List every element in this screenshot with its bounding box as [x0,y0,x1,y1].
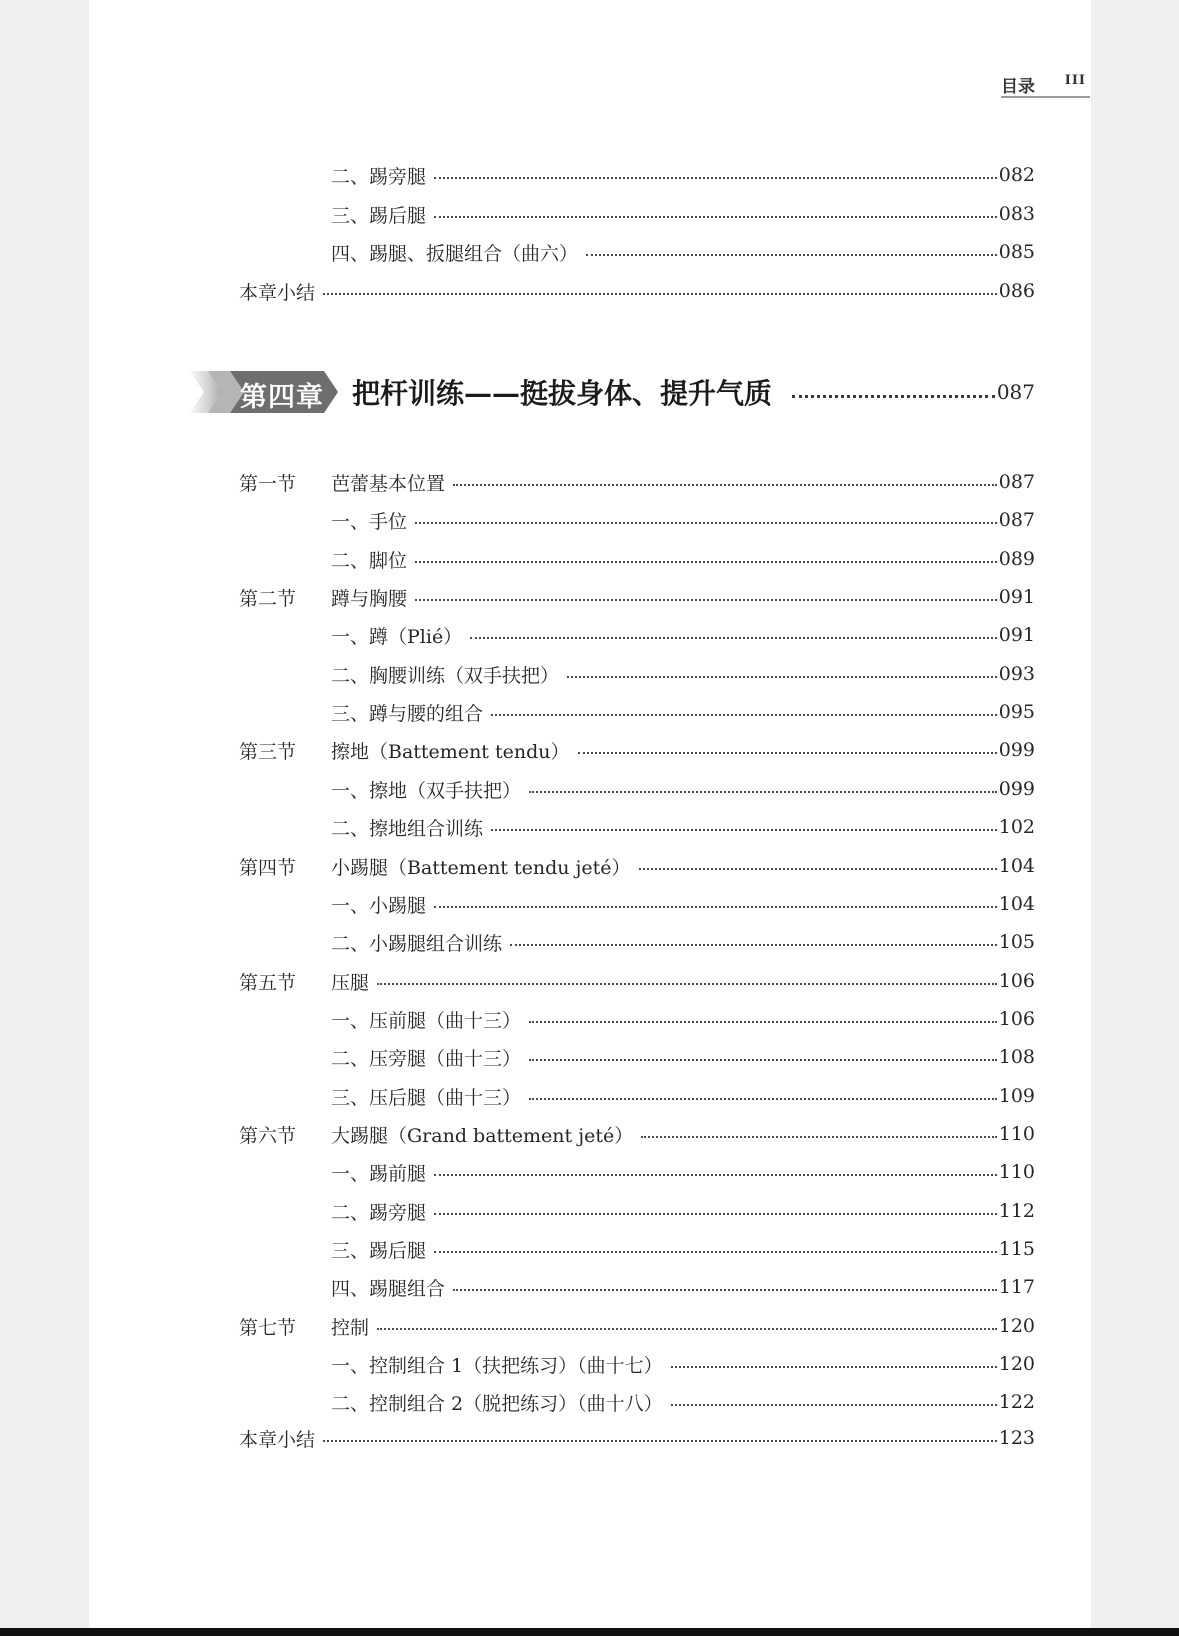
toc-entry-title: 擦地（Battement tendu） [331,740,570,763]
toc-entry-title: 芭蕾基本位置 [331,472,446,495]
toc-entry-page: 083 [998,203,1035,225]
toc-section[interactable] [239,735,1035,765]
toc-entry-page: 091 [998,624,1035,646]
toc-entry-title: 一、擦地（双手扶把） [331,779,522,802]
toc-entry-page: 099 [998,739,1035,761]
dot-leader [377,1328,997,1330]
toc-subentry[interactable] [331,697,1035,727]
toc-entry-page: 082 [998,164,1035,186]
toc-entry-page: 110 [998,1161,1035,1183]
toc-entry-title: 一、踢前腿 [331,1162,427,1185]
toc-subentry[interactable] [331,620,1035,650]
toc-entry-title: 本章小结 [239,281,316,304]
toc-entry-title: 二、压旁腿（曲十三） [331,1047,522,1070]
toc-entry-title: 小踢腿（Battement tendu jeté） [331,856,631,879]
dot-leader [415,522,997,524]
toc-subentry[interactable] [331,1196,1035,1226]
dot-leader [415,599,997,601]
toc-entry-title: 二、脚位 [331,549,408,572]
toc-entry-page: 087 [998,471,1035,493]
toc-entry-title: 控制 [331,1316,370,1339]
chapter-page: 087 [996,380,1035,404]
toc-section-number: 第六节 [239,1124,297,1147]
toc-entry-page: 110 [998,1123,1035,1145]
toc-subentry[interactable] [331,1349,1035,1379]
toc-entry[interactable] [331,237,1035,267]
dot-leader [491,714,997,716]
chapter-title: 把杆训练——挺拔身体、提升气质 [352,377,773,410]
toc-subentry[interactable] [331,812,1035,842]
chapter-heading[interactable] [190,371,1035,413]
toc-entry-title: 四、踢腿组合 [331,1277,446,1300]
toc-entry-page: 104 [998,893,1035,915]
toc-entry-page: 122 [998,1391,1035,1413]
toc-entry-title: 蹲与胸腰 [331,587,408,610]
toc-section[interactable] [239,1311,1035,1341]
dot-leader [434,177,997,179]
toc-entry-title: 压腿 [331,971,370,994]
toc-entry-page: 102 [998,816,1035,838]
toc-entry-page: 091 [998,586,1035,608]
dot-leader [671,1366,997,1368]
toc-entry-page: 089 [998,548,1035,570]
toc-entry-page: 108 [998,1046,1035,1068]
toc-subentry[interactable] [331,1004,1035,1034]
running-head [1001,72,1090,98]
dot-leader [323,1440,997,1442]
dot-leader [453,1289,997,1291]
dot-leader [323,293,997,295]
dot-leader [586,254,997,256]
toc-entry-page: 120 [998,1315,1035,1337]
bottom-bar [0,1628,1179,1636]
toc-entry-title: 二、踢旁腿 [331,1201,427,1224]
toc-subentry[interactable] [331,659,1035,689]
toc-subentry[interactable] [331,1234,1035,1264]
dot-leader [529,1059,997,1061]
toc-subentry[interactable] [331,1157,1035,1187]
toc-entry-chapter-summary[interactable] [239,276,1035,306]
dot-leader [434,216,997,218]
dot-leader [792,395,995,398]
toc-entry-title: 二、擦地组合训练 [331,817,484,840]
toc-section[interactable] [239,851,1035,881]
dot-leader [529,1098,997,1100]
toc-subentry[interactable] [331,1042,1035,1072]
dot-leader [529,1021,997,1023]
toc-entry-page: 106 [998,970,1035,992]
toc-entry[interactable] [331,160,1035,190]
toc-entry-title: 大踢腿（Grand battement jeté） [331,1124,634,1147]
toc-entry-page: 112 [998,1200,1035,1222]
chapter-badge [190,371,340,413]
toc-entry-page: 105 [998,931,1035,953]
toc-entry-title: 三、踢后腿 [331,1239,427,1262]
toc-entry-title: 一、压前腿（曲十三） [331,1009,522,1032]
dot-leader [415,561,997,563]
dot-leader [491,829,997,831]
dot-leader [578,752,997,754]
toc-entry-title: 二、小踢腿组合训练 [331,932,503,955]
toc-entry-title: 一、控制组合 1（扶把练习）（曲十七） [331,1354,663,1377]
toc-entry-title: 本章小结 [239,1428,316,1451]
toc-entry-title: 三、踢后腿 [331,204,427,227]
chapter-label: 第四章 [240,382,324,413]
dot-leader [567,676,997,678]
dot-leader [453,484,997,486]
toc-entry-title: 四、踢腿、扳腿组合（曲六） [331,242,579,265]
running-head-title: 目录 [1001,77,1035,97]
toc-subentry[interactable] [331,544,1035,574]
toc-entry-page: 117 [998,1276,1035,1298]
toc-entry[interactable] [331,199,1035,229]
toc-section-number: 第五节 [239,971,297,994]
toc-entry-title: 三、压后腿（曲十三） [331,1086,522,1109]
toc-subentry[interactable] [331,774,1035,804]
running-head-page-number: III [1064,73,1086,88]
dot-leader [434,1213,997,1215]
toc-subentry[interactable] [331,889,1035,919]
toc-entry-page: 106 [998,1008,1035,1030]
toc-entry-page: 086 [998,280,1035,302]
toc-subentry[interactable] [331,927,1035,957]
toc-section[interactable] [239,1119,1035,1149]
toc-entry-page: 104 [998,855,1035,877]
toc-entry-page: 087 [998,509,1035,531]
toc-entry-page: 115 [998,1238,1035,1260]
toc-section-number: 第三节 [239,740,297,763]
toc-entry-page: 099 [998,778,1035,800]
toc-section-number: 第二节 [239,587,297,610]
toc-entry-page: 095 [998,701,1035,723]
toc-section-number: 第一节 [239,472,297,495]
toc-entry-page: 085 [998,241,1035,263]
toc-entry-title: 三、蹲与腰的组合 [331,702,484,725]
toc-section-number: 第四节 [239,856,297,879]
toc-entry-title: 一、蹲（Plié） [331,625,463,648]
toc-entry-page: 093 [998,663,1035,685]
toc-subentry[interactable] [331,1081,1035,1111]
toc-section[interactable] [239,966,1035,996]
toc-entry-title: 二、踢旁腿 [331,165,427,188]
toc-entry-page: 123 [998,1427,1035,1449]
toc-entry-title: 二、胸腰训练（双手扶把） [331,664,560,687]
dot-leader [639,868,997,870]
toc-section[interactable] [239,582,1035,612]
toc-entry-page: 109 [998,1085,1035,1107]
dot-leader [434,906,997,908]
dot-leader [671,1404,997,1406]
toc-subentry[interactable] [331,1272,1035,1302]
toc-subentry[interactable] [331,505,1035,535]
toc-section[interactable] [239,467,1035,497]
dot-leader [470,637,997,639]
toc-entry-title: 二、控制组合 2（脱把练习）（曲十八） [331,1392,663,1415]
dot-leader [510,944,997,946]
toc-entry-chapter-summary[interactable] [239,1423,1035,1453]
toc-entry-title: 一、手位 [331,510,408,533]
toc-entry-title: 一、小踢腿 [331,894,427,917]
toc-entry-page: 120 [998,1353,1035,1375]
toc-subentry[interactable] [331,1387,1035,1417]
dot-leader [377,983,997,985]
toc-section-number: 第七节 [239,1316,297,1339]
dot-leader [434,1251,997,1253]
dot-leader [434,1174,997,1176]
dot-leader [529,791,997,793]
dot-leader [641,1136,997,1138]
